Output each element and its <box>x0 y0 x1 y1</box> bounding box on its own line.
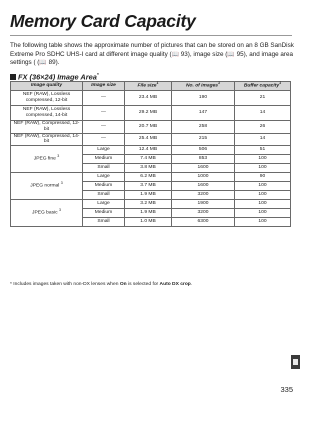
cell-size: Large <box>83 146 125 155</box>
cell-file-size: 7.4 MB <box>125 155 172 164</box>
cell-buffer: 100 <box>235 182 291 191</box>
table-row <box>11 173 291 182</box>
cell-images: 1900 <box>172 200 235 209</box>
cell-buffer: 100 <box>235 200 291 209</box>
footnote-on: On <box>119 282 127 287</box>
cell-images: 147 <box>172 106 235 121</box>
cell-size: Small <box>83 218 125 227</box>
cell-images: 3200 <box>172 209 235 218</box>
section-bullet-icon <box>10 74 16 80</box>
cell-buffer: 100 <box>235 209 291 218</box>
cell-quality: NEF (RAW), Lossless compressed, 14-bit <box>11 106 83 121</box>
cell-size: — <box>83 106 125 121</box>
cell-buffer: 100 <box>235 191 291 200</box>
book-reference-icon: 📖 <box>227 51 235 58</box>
intro-ref-2: 95), and image area settings ( <box>10 50 293 67</box>
header-image-size: Image size <box>83 82 125 91</box>
cell-buffer: 90 <box>235 173 291 182</box>
cell-quality-group: JPEG fine $^3$ <box>11 146 83 173</box>
book-reference-icon: 📖 <box>171 51 180 58</box>
cell-size: — <box>83 91 125 106</box>
cell-size: — <box>83 133 125 146</box>
table-footnote: * Includes images taken with non-DX lenses when On is selected for Auto DX crop. <box>10 282 193 287</box>
capacity-table <box>10 81 291 227</box>
cell-file-size: 20.7 MB <box>125 121 172 134</box>
cell-quality: NEF (RAW), Compressed, 12-bit <box>11 121 83 134</box>
header-image-quality: Image quality <box>11 82 83 91</box>
cell-buffer: 14 <box>235 133 291 146</box>
cell-images: 3200 <box>172 191 235 200</box>
page-title: Memory Card Capacity <box>10 11 292 36</box>
table-row <box>11 121 291 134</box>
intro-text-1: The following table shows the approximate number of pictures that can be stored on an 8 GB SanDisk Extreme Pro SDHC UHS-I card at different image quality ( <box>10 42 294 58</box>
cell-buffer: 26 <box>235 121 291 134</box>
cell-file-size: 3.7 MB <box>125 182 172 191</box>
cell-images: 190 <box>172 91 235 106</box>
book-reference-icon: 📖 <box>39 60 47 67</box>
cell-file-size: 6.2 MB <box>125 173 172 182</box>
table-row <box>11 91 291 106</box>
cell-images: 215 <box>172 133 235 146</box>
header-file-size: File size$^1$ <box>125 82 172 91</box>
table-row <box>11 200 291 209</box>
reference-section-icon <box>291 355 300 369</box>
cell-file-size: 12.4 MB <box>125 146 172 155</box>
table-row <box>11 146 291 155</box>
cell-file-size: 1.9 MB <box>125 209 172 218</box>
cell-quality: NEF (RAW), Compressed, 14-bit <box>11 133 83 146</box>
intro-text-2: image size ( <box>193 50 228 58</box>
cell-file-size: 1.0 MB <box>125 218 172 227</box>
cell-size: Small <box>83 191 125 200</box>
cell-buffer: 100 <box>235 218 291 227</box>
header-buffer-capacity: Buffer capacity$^1$ <box>235 82 291 91</box>
table-row <box>11 133 291 146</box>
cell-images: 1000 <box>172 173 235 182</box>
cell-images: 1600 <box>172 182 235 191</box>
cell-images: 1600 <box>172 164 235 173</box>
section-heading-text: FX (36×24) Image Area <box>18 72 97 82</box>
intro-ref-1: 93), <box>180 50 192 58</box>
cell-size: Small <box>83 164 125 173</box>
cell-size: Large <box>83 173 125 182</box>
cell-file-size: 29.2 MB <box>125 106 172 121</box>
footnote-setting: Auto DX crop <box>159 282 191 287</box>
cell-buffer: 51 <box>235 146 291 155</box>
intro-ref-3: 89). <box>48 59 60 67</box>
cell-buffer: 21 <box>235 91 291 106</box>
cell-size: Medium <box>83 209 125 218</box>
cell-file-size: 25.4 MB <box>125 133 172 146</box>
cell-size: Large <box>83 200 125 209</box>
cell-file-size: 3.2 MB <box>125 200 172 209</box>
cell-images: 6300 <box>172 218 235 227</box>
footnote-asterisk: * <box>10 282 12 287</box>
cell-images: 853 <box>172 155 235 164</box>
cell-size: — <box>83 121 125 134</box>
intro-paragraph: The following table shows the approximate number of pictures that can be stored on an 8 GB SanDisk Extreme Pro SDHC UHS-I card at different image quality (📖 93), image size (📖 95), and image area settings ( (📖 89). <box>10 42 294 67</box>
page-number: 335 <box>280 385 293 394</box>
cell-buffer: 14 <box>235 106 291 121</box>
section-heading-asterisk: * <box>96 72 99 77</box>
cell-images: 258 <box>172 121 235 134</box>
cell-images: 506 <box>172 146 235 155</box>
cell-buffer: 100 <box>235 155 291 164</box>
cell-quality: NEF (RAW), Lossless compressed, 12-bit <box>11 91 83 106</box>
cell-buffer: 100 <box>235 164 291 173</box>
table-header-row <box>11 82 291 91</box>
cell-file-size: 23.4 MB <box>125 91 172 106</box>
cell-size: Medium <box>83 155 125 164</box>
cell-quality-group: JPEG normal $^3$ <box>11 173 83 200</box>
cell-quality-group: JPEG basic $^3$ <box>11 200 83 227</box>
cell-size: Medium <box>83 182 125 191</box>
header-no-of-images: No. of images$^1$ <box>172 82 235 91</box>
table-row <box>11 106 291 121</box>
cell-file-size: 3.8 MB <box>125 164 172 173</box>
cell-file-size: 1.9 MB <box>125 191 172 200</box>
